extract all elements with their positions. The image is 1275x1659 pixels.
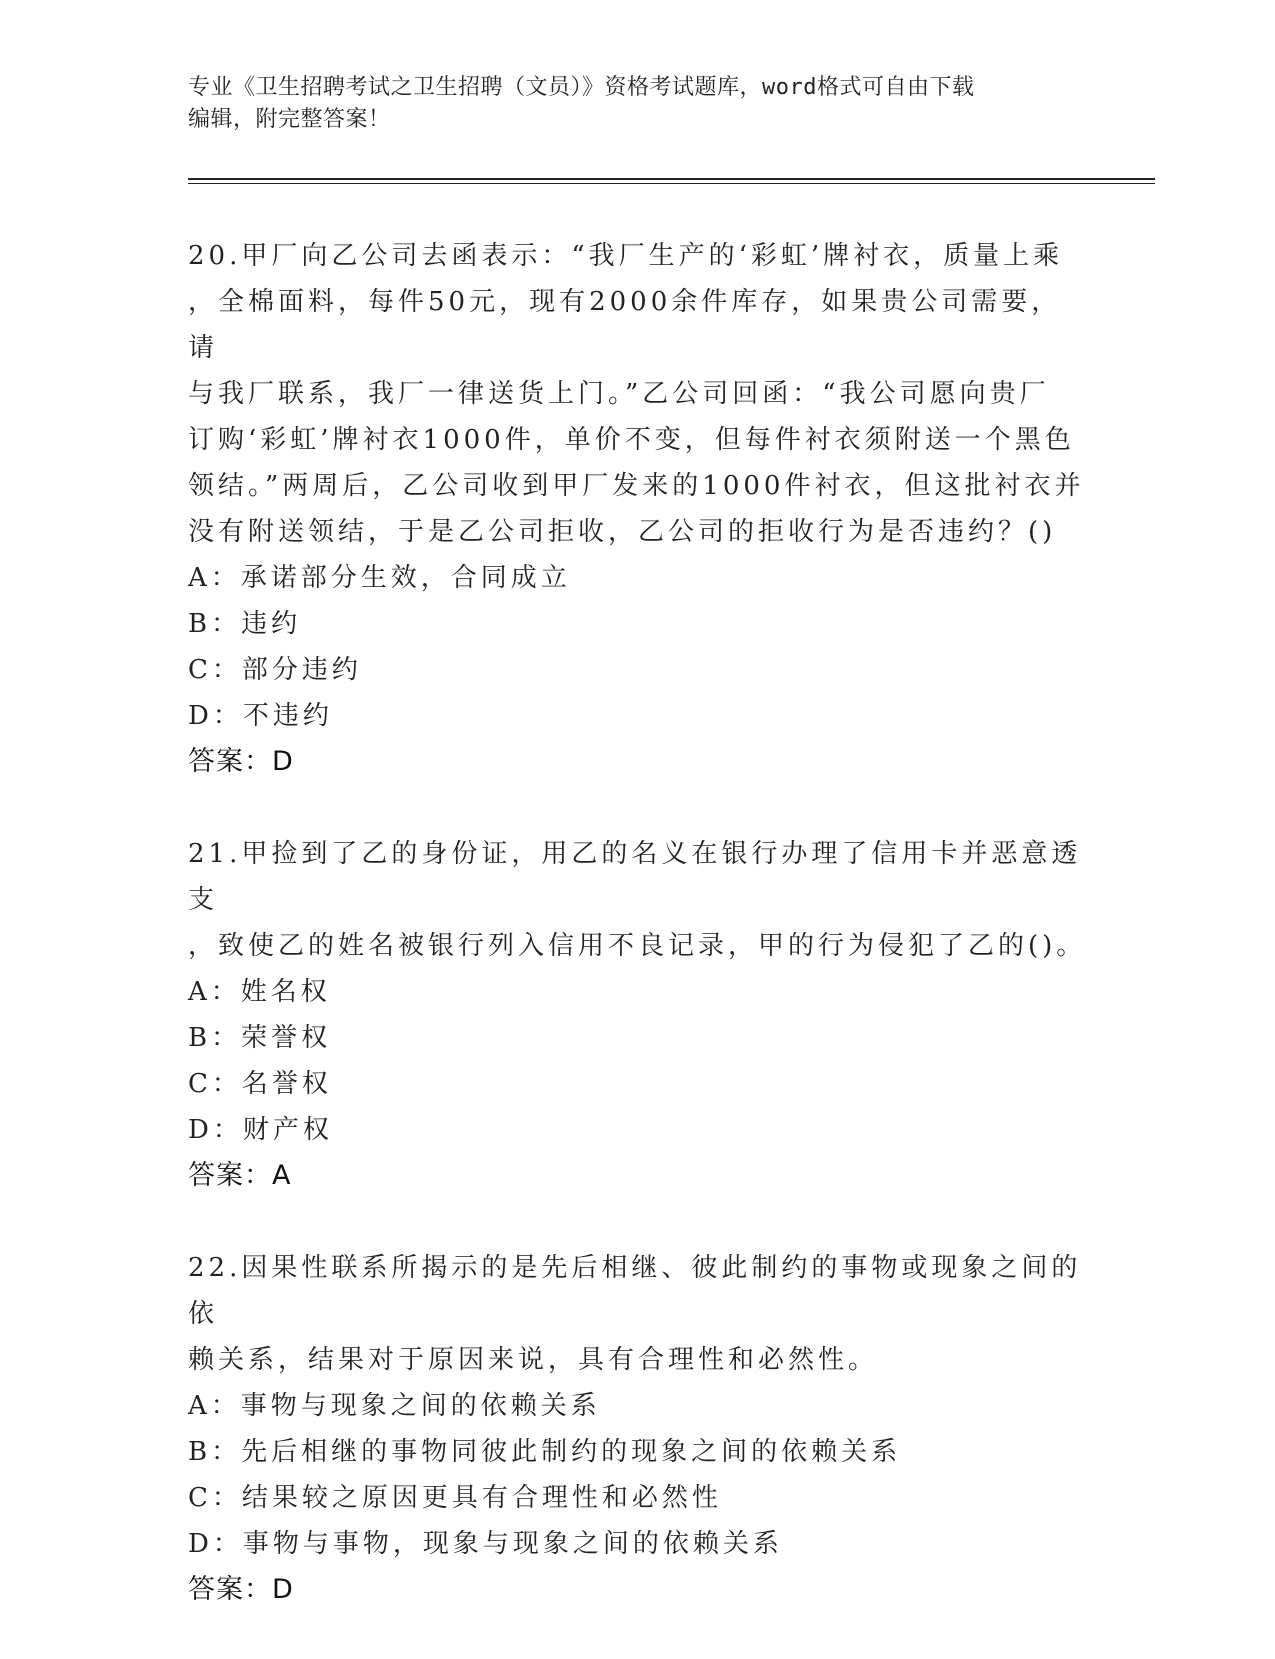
document-header [188,72,1088,136]
answer-line: 答案：A [188,1160,292,1191]
option-a: A：事物与现象之间的依赖关系 [188,1391,601,1421]
stem-line: 21.甲捡到了乙的身份证，用乙的名义在银行办理了信用卡并恶意透支 [188,839,1082,915]
header-divider-thick [188,178,1155,180]
option-b: B：违约 [188,609,302,639]
question-list [188,233,1088,1659]
header-line-2: 编辑，附完整答案！ [188,107,391,132]
option-a: A：姓名权 [188,977,331,1007]
stem-line: 领结。”两周后，乙公司收到甲厂发来的1000件衬衣，但这批衬衣并 [188,471,1085,501]
header-line-1: 专业《卫生招聘考试之卫生招聘（文员）》资格考试题库，word格式可自由下载 [188,75,975,100]
header-divider-thin [188,183,1155,184]
stem-line: ，全棉面料，每件50元，现有2000余件库存，如果贵公司需要，请 [188,287,1062,363]
option-b: B：荣誉权 [188,1023,332,1053]
stem-line: 没有附送领结，于是乙公司拒收，乙公司的拒收行为是否违约？() [188,517,1057,547]
option-c: C：结果较之原因更具有合理性和必然性 [188,1483,722,1513]
question-stem [188,1245,1088,1383]
option-d: D：不违约 [188,701,333,731]
stem-line: 22.因果性联系所揭示的是先后相继、彼此制约的事物或现象之间的依 [188,1253,1082,1329]
answer-line: 答案：D [188,1574,294,1605]
option-a: A：承诺部分生效，合同成立 [188,563,571,593]
option-b: B：先后相继的事物同彼此制约的现象之间的依赖关系 [188,1437,902,1467]
stem-line: 20.甲厂向乙公司去函表示：“我厂生产的‘彩虹’牌衬衣，质量上乘 [188,241,1064,271]
question-22 [188,1245,1088,1613]
option-c: C：部分违约 [188,655,362,685]
stem-line: 订购‘彩虹’牌衬衣1000件，单价不变，但每件衬衣须附送一个黑色 [188,425,1075,455]
option-d: D：事物与事物，现象与现象之间的依赖关系 [188,1529,783,1559]
stem-line: 赖关系，结果对于原因来说，具有合理性和必然性。 [188,1345,879,1375]
question-20 [188,233,1088,785]
option-d: D：财产权 [188,1115,333,1145]
question-21 [188,831,1088,1199]
stem-line: ，致使乙的姓名被银行列入信用不良记录，甲的行为侵犯了乙的()。 [188,931,1087,961]
option-c: C：名誉权 [188,1069,332,1099]
stem-line: 与我厂联系，我厂一律送货上门。”乙公司回函：“我公司愿向贵厂 [188,379,1050,409]
question-stem [188,233,1088,555]
answer-line: 答案：D [188,746,294,777]
question-stem [188,831,1088,969]
